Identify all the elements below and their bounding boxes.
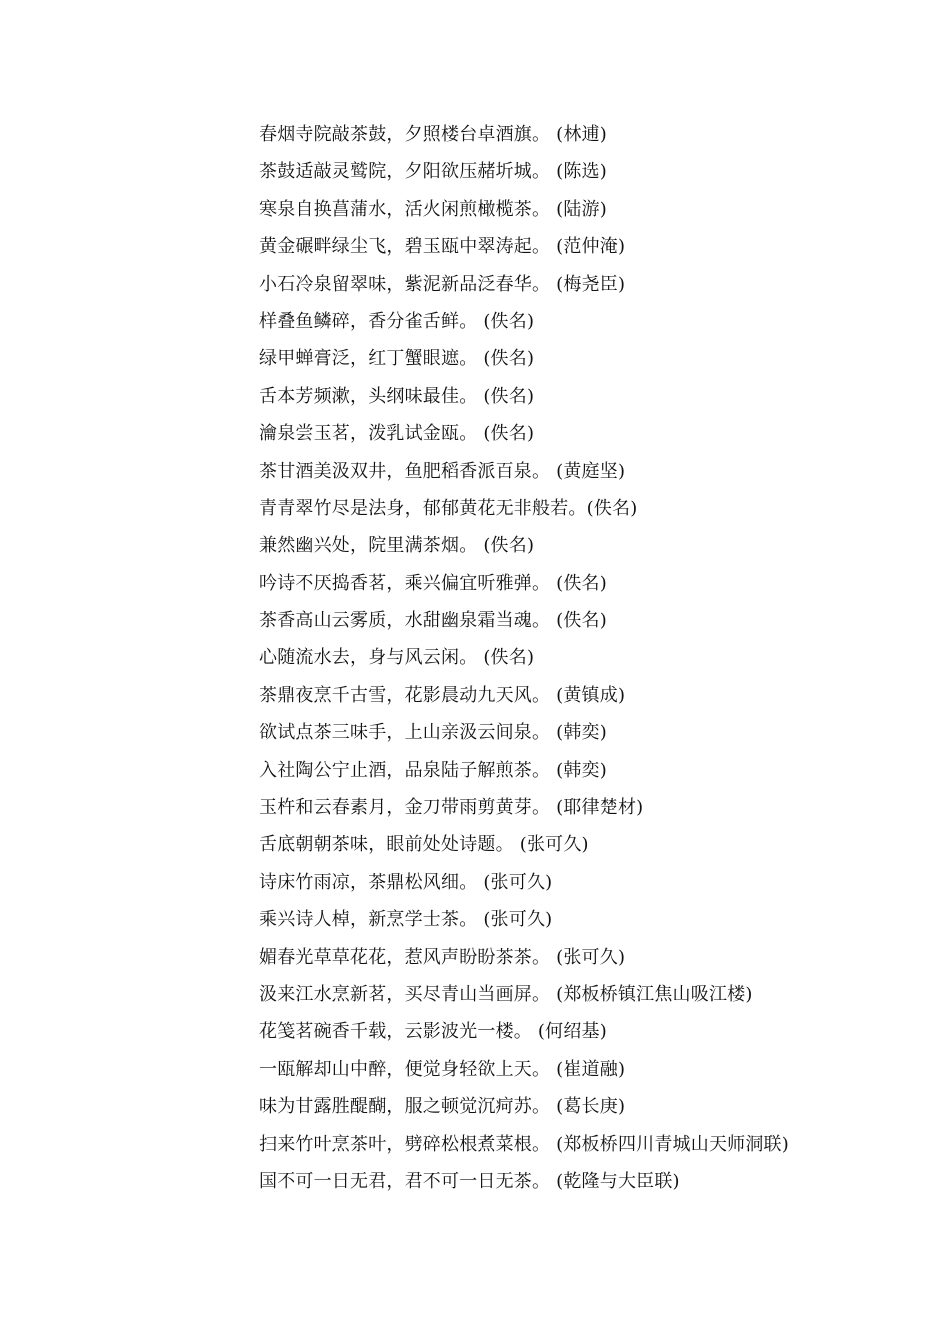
couplet-line: 入社陶公宁止酒，品泉陆子解煎茶。 (韩奕) (259, 759, 607, 781)
couplet-line: 诗床竹雨凉，茶鼎松风细。 (张可久) (259, 871, 553, 893)
couplet-line: 欲试点茶三味手，上山亲汲云间泉。 (韩奕) (259, 722, 607, 744)
couplet-line: 茶鼓适敲灵鹫院，夕阳欲压赭圻城。 (陈选) (259, 161, 607, 183)
couplet-line: 舌底朝朝茶味，眼前处处诗题。 (张可久) (259, 834, 589, 856)
couplet-line: 绿甲蝉膏泛，红丁蟹眼遮。 (佚名) (259, 348, 535, 370)
couplet-line: 扫来竹叶烹茶叶，劈碎松根煮菜根。 (郑板桥四川青城山天师洞联) (259, 1133, 789, 1155)
couplet-line: 样叠鱼鳞碎，香分雀舌鲜。 (佚名) (259, 310, 535, 332)
couplet-line: 茶鼎夜烹千古雪，花影晨动九天风。 (黄镇成) (259, 684, 626, 706)
couplet-line: 小石冷泉留翠味，紫泥新品泛春华。 (梅尧臣) (259, 273, 626, 295)
couplet-line: 乘兴诗人棹，新烹学士茶。 (张可久) (259, 909, 553, 931)
couplet-line: 茶香高山云雾质，水甜幽泉霜当魂。 (佚名) (259, 610, 607, 632)
couplet-line: 玉杵和云春素月，金刀带雨剪黄芽。 (耶律楚材) (259, 797, 644, 819)
couplet-line: 茶甘酒美汲双井，鱼肥稻香派百泉。 (黄庭坚) (259, 460, 626, 482)
couplet-list (259, 116, 929, 1200)
couplet-line: 心随流水去，身与风云闲。 (佚名) (259, 647, 535, 669)
couplet-line: 一瓯解却山中醉，便觉身轻欲上天。 (崔道融) (259, 1058, 626, 1080)
couplet-line: 汲来江水烹新茗，买尽青山当画屏。 (郑板桥镇江焦山吸江楼) (259, 983, 753, 1005)
couplet-line: 国不可一日无君，君不可一日无茶。 (乾隆与大臣联) (259, 1170, 680, 1192)
couplet-line: 媚春光草草花花，惹风声盼盼茶茶。 (张可久) (259, 946, 626, 968)
couplet-line: 寒泉自换菖蒲水，活火闲煎橄榄茶。 (陆游) (259, 198, 607, 220)
couplet-line: 青青翠竹尽是法身，郁郁黄花无非般若。(佚名) (259, 497, 638, 519)
couplet-line: 味为甘露胜醍醐，服之顿觉沉疴苏。 (葛长庚) (259, 1096, 626, 1118)
couplet-line: 吟诗不厌捣香茗，乘兴偏宜听雅弹。 (佚名) (259, 572, 607, 594)
couplet-line: 黄金碾畔绿尘飞，碧玉瓯中翠涛起。 (范仲淹) (259, 236, 626, 258)
couplet-line: 兼然幽兴处，院里满茶烟。 (佚名) (259, 535, 535, 557)
couplet-line: 春烟寺院敲茶鼓，夕照楼台卓酒旗。 (林逋) (259, 124, 607, 145)
couplet-line: 瀹泉尝玉茗，泼乳试金瓯。 (佚名) (259, 423, 535, 445)
couplet-line: 花笺茗碗香千载，云影波光一楼。 (何绍基) (259, 1021, 607, 1043)
couplet-line: 舌本芳频漱，头纲味最佳。 (佚名) (259, 385, 535, 407)
